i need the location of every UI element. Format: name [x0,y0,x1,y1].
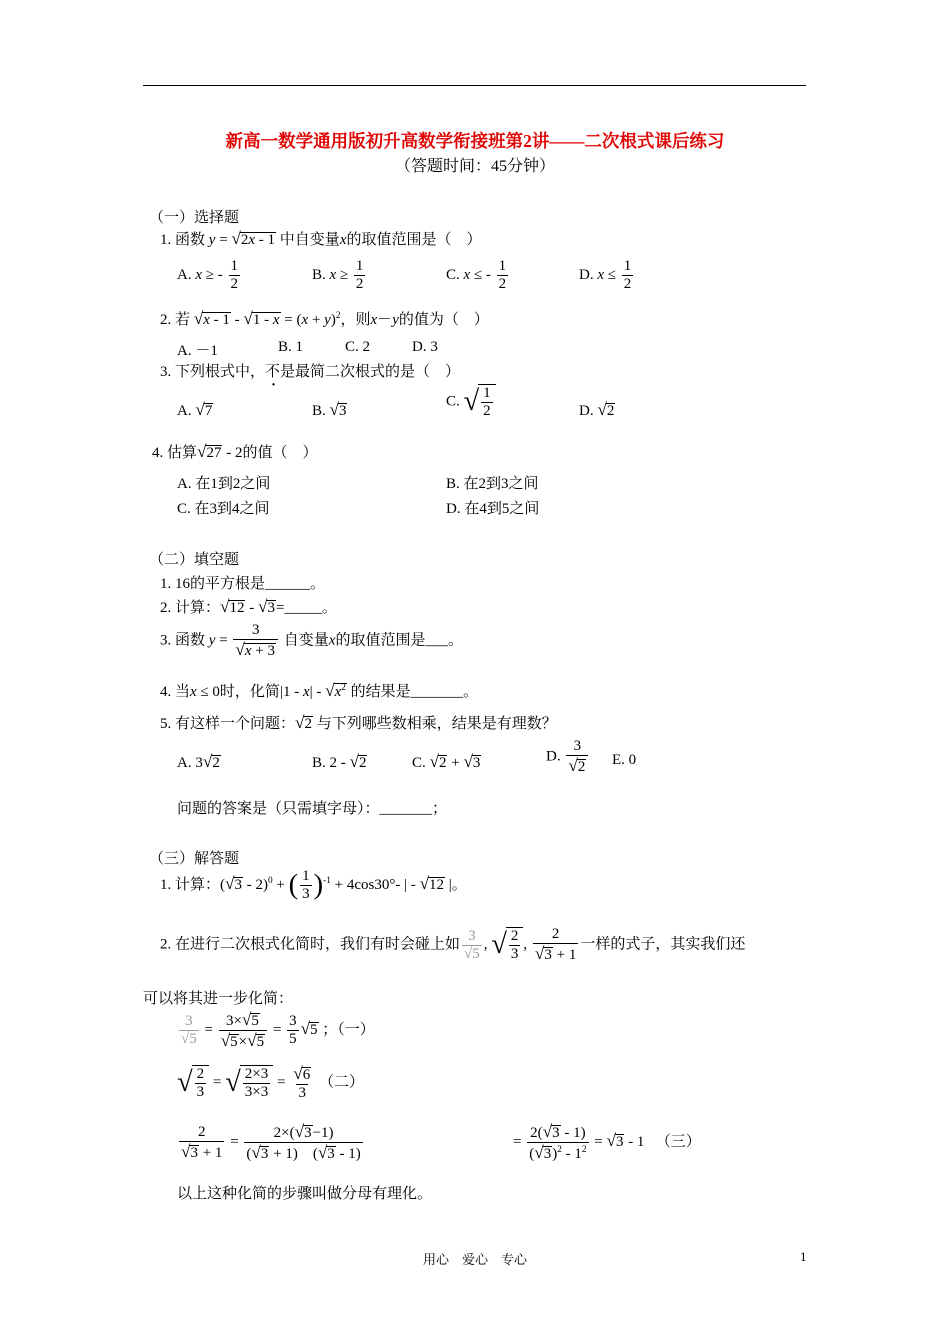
s1-q3-emph: 不 [265,364,281,380]
s1-q1-opt-a-label: A. [177,267,192,284]
s1-q1-prefix: 1. 函数 [160,232,206,248]
s3-step-three-right: = $\frac{2(√3 - 1)}{(√3)^2 - 1^2}$ = √3 - 1 （三） [513,1122,701,1163]
s3-q2-prefix: 2. 在进行二次根式化简时，我们有时会碰上如 [160,936,461,953]
s2-q2: 2. 计算：√12 - √3=_____。 [160,597,337,616]
s1-q4-option-b: B. 在2到3之间 [446,476,539,492]
s1-q1-suffix: 中自变量 [279,232,340,248]
s1-q1-option-c: C. x ≤ - $\frac{1}{2}$ [446,258,507,293]
s1-q4-option-d: D. 在4到5之间 [446,501,540,517]
s1-q1-end: 的取值范围是（ ） [346,232,482,248]
s1-q2-option-d: D. 3 [412,339,438,355]
s3-step-three-left: $\frac{2}{√3 + 1}$ = $\frac{2\times(√3-1)}{(√3 + 1) (√3 - 1)}$ [181,1122,361,1163]
s1-q3-opt-b-label: B. [312,403,326,419]
s1-q3-option-a: A. √7 [177,400,213,419]
s2-q5-opt-a-label: A. [177,755,192,771]
s1-q1-formula: y [208,232,216,248]
s1-q2-option-c: C. 2 [345,339,371,355]
page-subtitle: （答题时间：45分钟） [394,158,555,175]
section1-heading: （一）选择题 [149,210,240,226]
s2-q1: 1. 16的平方根是______。 [160,576,326,592]
page-number: 1 [800,1249,807,1264]
s2-q3-mid: 自变量 [283,632,329,649]
s1-q2-stem: 2. 若 $√x - 1 - √1 - x = (x + y)^2$，则x－y的值为（ ） [160,309,489,328]
s3-label-one: ；（一） [322,1022,375,1039]
s2-q5-opt-d-label: D. [546,748,561,765]
s1-q1-stem: 1. 函数 y = √2x - 1 中自变量x的取值范围是（ ） [160,229,482,248]
s3-q1: 1. 计算：(√3 - 2)$^0$ + ( $\frac{1}{3}$ )$^{-1}$ + 4cos30°- | - √12 |。 [160,868,467,903]
s2-q5-option-a: A. 3√2 [177,752,220,771]
s1-q3-option-b: B. √3 [312,400,347,419]
s1-q3-stem [160,360,460,381]
s1-q2-mid: ，则 [340,312,371,328]
s2-q5: 5. 有这样一个问题：√2 与下列哪些数相乘，结果是有理数？ [160,713,557,732]
s3-label-three: （三） [663,1134,701,1151]
s2-q3: 3. 函数 y = $\frac{3}{√x + 3}$ 自变量x的取值范围是___。 [160,622,463,660]
s1-q4-prefix: 4. 估算 [152,445,198,461]
s1-q3-option-c: C. √ $\frac{1}{2}$ [446,384,496,421]
s2-q5-answer: 问题的答案是（只需填字母）：_______； [177,801,448,817]
s2-q5-opt-e-label: E. [612,752,625,768]
s1-q2-prefix: 2. 若 [160,312,191,328]
s2-q3-end: 的取值范围是___。 [335,632,463,649]
s3-q1-prefix: 1. 计算： [160,877,221,894]
s1-q3-end: 是最简二次根式的是（ ） [280,364,461,380]
s2-q5-end: 与下列哪些数相乘，结果是有理数？ [316,716,557,732]
section2-heading: （二）填空题 [149,552,240,568]
header-rule [143,85,806,86]
s3-label-two: （二） [318,1074,364,1091]
s1-q1-option-d: D. x ≤ $\frac{1}{2}$ [579,258,632,293]
s3-step-two: √ $\frac{2}{3}$ = √ $\frac{2\times 3}{3\times 3}$ = $\frac{√6}{3}$ （二） [177,1064,364,1102]
s1-q1-option-b: B. x ≥ $\frac{1}{2}$ [312,258,364,293]
s1-q3-prefix: 3. 下列根式中， [160,364,266,380]
s3-conclusion: 以上这种化简的步骤叫做分母有理化。 [177,1186,433,1202]
s1-q2-end: 的值为（ ） [398,312,489,328]
s1-q3-opt-d-label: D. [579,403,594,419]
s2-q4-prefix: 4. 当 [160,684,191,700]
s1-q4-option-c: C. 在3到4之间 [177,501,270,517]
s3-q1-end: 。 [451,877,467,894]
s3-q2: 2. 在进行二次根式化简时，我们有时会碰上如 $\frac{3}{√5}$ , √ $\frac{2}{3}$ , $\frac{2}{√3 + 1}$ 一样的式子，其实我们还 [160,926,746,964]
s1-q2-option-a: A. －1 [177,343,218,359]
s2-q4: 4. 当x ≤ 0时，化简$|1 - x| - √x^2$ 的结果是_______。 [160,681,479,700]
s1-q1-opt-d-label: D. [579,267,594,284]
s1-q3-option-d: D. √2 [579,400,615,419]
s2-q4-mid: 时，化简 [219,684,280,700]
s1-q3-opt-c-label: C. [446,393,460,410]
s1-q1-option-a: A. x ≥ - $\frac{1}{2}$ [177,258,238,293]
page-title: 新高一数学通用版初升高数学衔接班第2讲——二次根式课后练习 [225,131,725,151]
s1-q3-opt-a-label: A. [177,403,192,419]
s3-q2-end: 一样的式子，其实我们还 [580,936,746,953]
s1-q4-stem: 4. 估算√27 - 2的值（ ） [152,442,318,461]
s2-q5-option-e: E. 0 [612,752,637,768]
section3-heading: （三）解答题 [149,851,240,867]
s2-q5-option-d: D. $\frac{3}{√2}$ [546,738,590,777]
s2-q5-opt-b-label: B. [312,755,326,771]
s2-q2-prefix: 2. 计算： [160,600,221,616]
footer-text: 用心 爱心 专心 [422,1252,527,1267]
s2-q5-opt-c-label: C. [412,755,426,771]
s2-q5-option-c: C. √2 + √3 [412,752,481,771]
s1-q2-option-b: B. 1 [278,339,304,355]
s2-q4-end: 的结果是_______。 [350,684,479,700]
s3-q2-line2: 可以将其进一步化简： [143,991,294,1007]
s2-q5-prefix: 5. 有这样一个问题： [160,716,296,732]
s2-q3-prefix: 3. 函数 [160,632,206,649]
s2-q5-option-b: B. 2 - √2 [312,752,367,771]
s1-q4-end: 的值（ ） [242,445,318,461]
s1-q1-opt-c-label: C. [446,267,460,284]
s2-q2-end: =_____。 [275,600,337,616]
s1-q4-option-a: A. 在1到2之间 [177,476,271,492]
s1-q1-opt-b-label: B. [312,267,326,284]
s3-step-one: $\frac{3}{√5}$ = $\frac{3\times√5}{√5\times√5}$ = $\frac{3}{5}$ √5 ；（一） [181,1010,375,1051]
